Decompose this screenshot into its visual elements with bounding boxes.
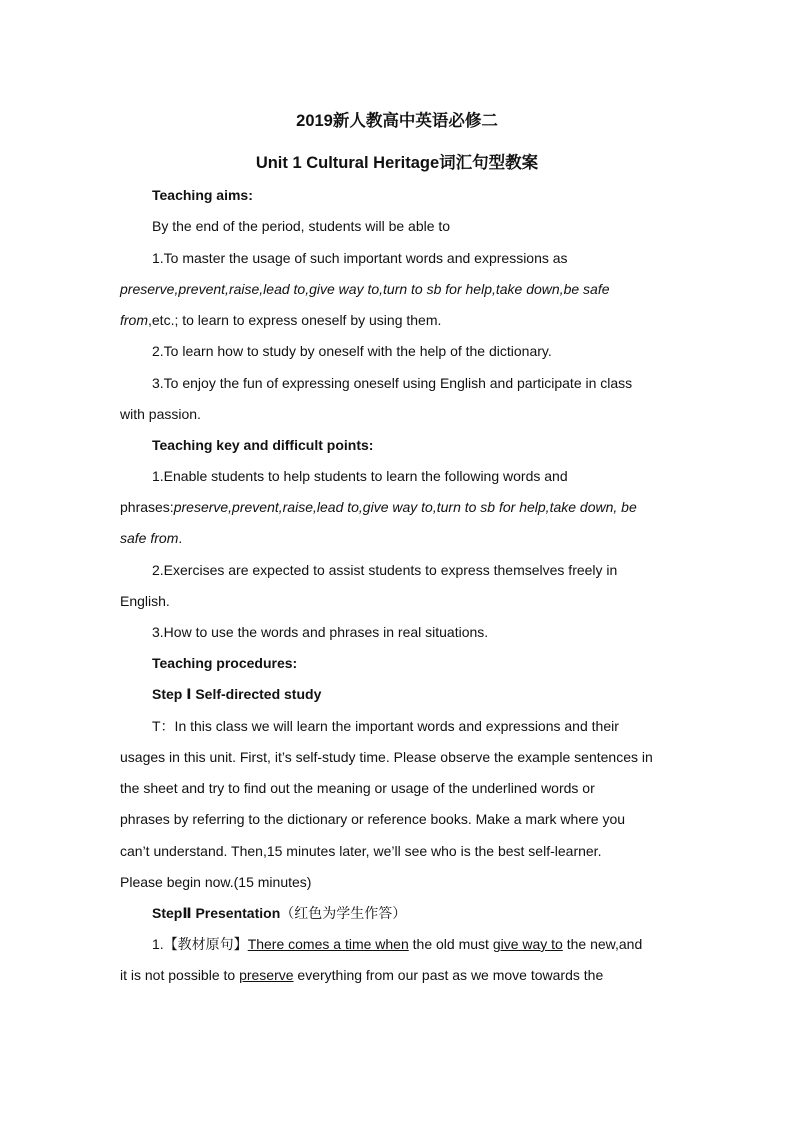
keypoint-1-line-1: 1.Enable students to help students to learn the following words and	[152, 468, 568, 484]
step-1-line-6: Please begin now.(15 minutes)	[120, 874, 312, 890]
keypoint-3: 3.How to use the words and phrases in real situations.	[152, 624, 489, 640]
example-1-underlined-1: There comes a time when	[247, 936, 409, 952]
aim-3-line-2: with passion.	[120, 406, 201, 422]
aim-2: 2.To learn how to study by oneself with the help of the dictionary.	[152, 343, 552, 359]
procedures-heading: Teaching procedures:	[152, 655, 298, 671]
document-subtitle: Unit 1 Cultural Heritage词汇句型教案	[255, 154, 539, 172]
aim-3-line-1: 3.To enjoy the fun of expressing oneself using English and participate in class	[152, 375, 633, 391]
aim-1-rest: ,etc.; to learn to express oneself by using them.	[148, 312, 442, 328]
document-title: 2019新人教高中英语必修二	[296, 112, 498, 130]
step-1-line-1: T：In this class we will learn the important words and expressions and their	[152, 718, 619, 734]
step-1-heading: Step Ⅰ Self-directed study	[152, 686, 322, 702]
step-1-line-5: can’t understand. Then,15 minutes later, we’ll see who is the best self-learner.	[120, 843, 602, 859]
keypoint-1-italic-end: safe from	[120, 530, 179, 546]
step-2-heading-line	[152, 904, 712, 922]
step-2-note: （红色为学生作答）	[280, 905, 407, 921]
aims-intro: By the end of the period, students will be able to	[152, 218, 451, 234]
step-1-line-3: the sheet and try to find out the meaning or usage of the underlined words or	[120, 780, 595, 796]
step-1-line-4: phrases by referring to the dictionary or reference books. Make a mark where you	[120, 811, 626, 827]
example-1-line-2-a: it is not possible to	[120, 967, 240, 983]
aim-1-line-3	[120, 311, 680, 329]
aims-heading: Teaching aims:	[152, 187, 253, 203]
example-1-line-1	[152, 935, 712, 953]
example-1-line-2-b: everything from our past as we move towards the	[293, 967, 604, 983]
keypoint-2-line-2: English.	[120, 593, 170, 609]
aim-1-italic-word: from	[120, 312, 148, 328]
keypoint-1-italic: preserve,prevent,raise,lead to,give way to,turn to sb for help,take down, be	[173, 499, 637, 515]
example-1-underlined-2: give way to	[492, 936, 563, 952]
example-1-tag: 【教材原句】	[163, 936, 248, 952]
aim-1-line-2: preserve,prevent,raise,lead to,give way to,turn to sb for help,take down,be safe	[120, 281, 610, 297]
step-2-heading: StepⅡ Presentation	[152, 905, 281, 921]
keypoint-1-line-3	[120, 529, 680, 547]
keypoint-2-line-1: 2.Exercises are expected to assist students to express themselves freely in	[152, 562, 618, 578]
example-1-number: 1.	[152, 936, 164, 952]
keypoint-1-plain: phrases:	[120, 499, 174, 515]
keypoint-1-line-2	[120, 498, 680, 516]
example-1-text-2: the new,and	[562, 936, 643, 952]
example-1-line-2	[120, 966, 680, 984]
keypoint-1-period: .	[178, 530, 183, 546]
step-1-line-2: usages in this unit. First, it’s self-study time. Please observe the example sentences in	[120, 749, 653, 765]
example-1-text-1: the old must	[408, 936, 493, 952]
aim-1-line-1: 1.To master the usage of such important words and expressions as	[152, 250, 568, 266]
example-1-underlined-3: preserve	[239, 967, 294, 983]
keypoints-heading: Teaching key and difficult points:	[152, 437, 374, 453]
